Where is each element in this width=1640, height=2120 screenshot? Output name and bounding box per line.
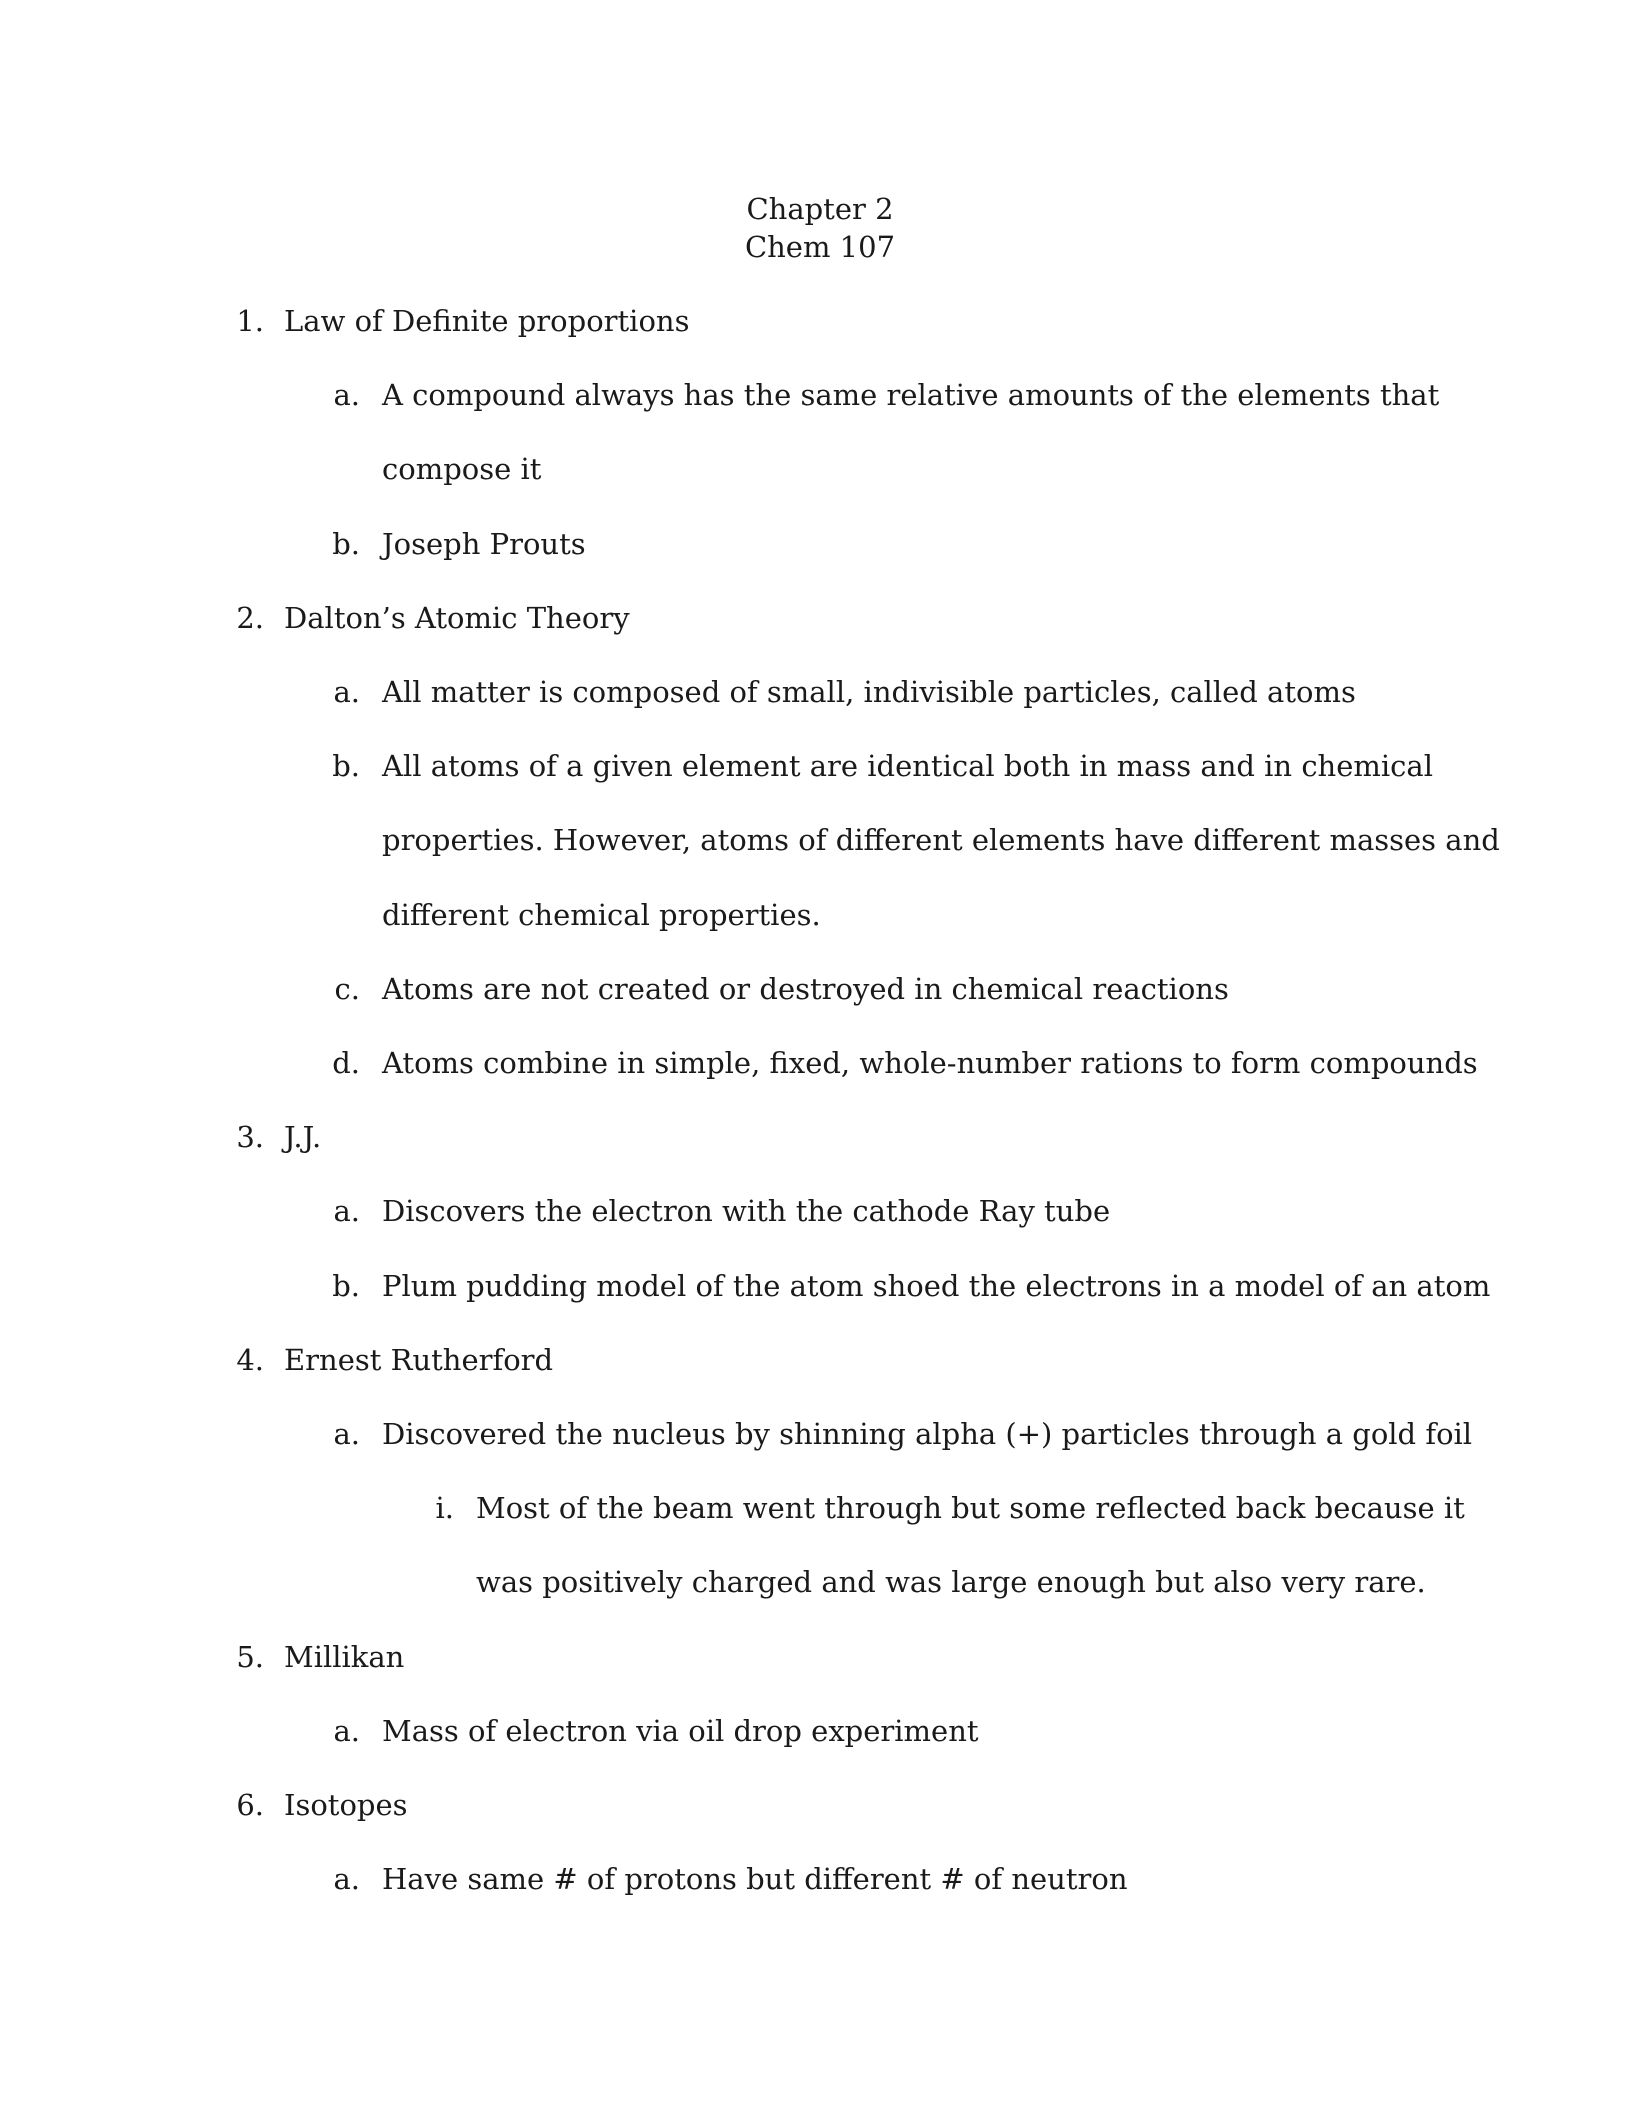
list-marker: 4. (236, 1343, 264, 1377)
list-item-text: Have same # of protons but different # of neutron (382, 1862, 1128, 1896)
document-subtitle: Chem 107 (744, 230, 896, 264)
list-marker: c. (334, 972, 360, 1006)
list-item-text: Law of Definite proportions (284, 304, 690, 338)
list-item-text: Atoms are not created or destroyed in chemical reactions (382, 972, 1229, 1006)
list-item-text: Atoms combine in simple, fixed, whole-number rations to form compounds (382, 1046, 1478, 1080)
list-marker: a. (333, 675, 360, 709)
list-marker: 1. (236, 304, 264, 338)
list-item-text: Discovered the nucleus by shinning alpha (+) particles through a gold foil (382, 1417, 1473, 1451)
list-marker: a. (333, 1417, 360, 1451)
list-marker: b. (332, 527, 360, 561)
list-marker: 2. (236, 601, 264, 635)
list-marker: 3. (236, 1120, 264, 1154)
list-item-text: J.J. (284, 1120, 322, 1154)
list-marker: a. (333, 1714, 360, 1748)
list-item-text: properties. However, atoms of different elements have different masses and (382, 823, 1500, 857)
list-item-text: Plum pudding model of the atom shoed the electrons in a model of an atom (382, 1269, 1491, 1303)
list-marker: b. (332, 749, 360, 783)
list-marker: a. (333, 1862, 360, 1896)
list-item-text: Isotopes (284, 1788, 408, 1822)
list-item-text: was positively charged and was large enough but also very rare. (476, 1565, 1426, 1599)
list-item-text: compose it (382, 452, 542, 486)
list-item-text: Millikan (284, 1640, 405, 1674)
document-header (0, 190, 1640, 266)
list-item-text: Discovers the electron with the cathode Ray tube (382, 1194, 1111, 1228)
list-marker: i. (435, 1491, 454, 1525)
list-item-text: different chemical properties. (382, 898, 821, 932)
list-item-text: Ernest Rutherford (284, 1343, 554, 1377)
list-marker: a. (333, 1194, 360, 1228)
list-item-text: A compound always has the same relative amounts of the elements that (382, 378, 1440, 412)
list-item-text: Dalton’s Atomic Theory (284, 601, 630, 635)
list-item-text: Mass of electron via oil drop experiment (382, 1714, 979, 1748)
list-item-text: Most of the beam went through but some reflected back because it (476, 1491, 1465, 1525)
list-marker: 6. (236, 1788, 264, 1822)
list-marker: d. (332, 1046, 360, 1080)
list-item-text: Joseph Prouts (382, 527, 586, 561)
list-item-text: All matter is composed of small, indivisible particles, called atoms (382, 675, 1356, 709)
list-marker: a. (333, 378, 360, 412)
list-marker: b. (332, 1269, 360, 1303)
list-marker: 5. (236, 1640, 264, 1674)
list-item-text: All atoms of a given element are identical both in mass and in chemical (382, 749, 1433, 783)
document-title: Chapter 2 (746, 192, 894, 226)
